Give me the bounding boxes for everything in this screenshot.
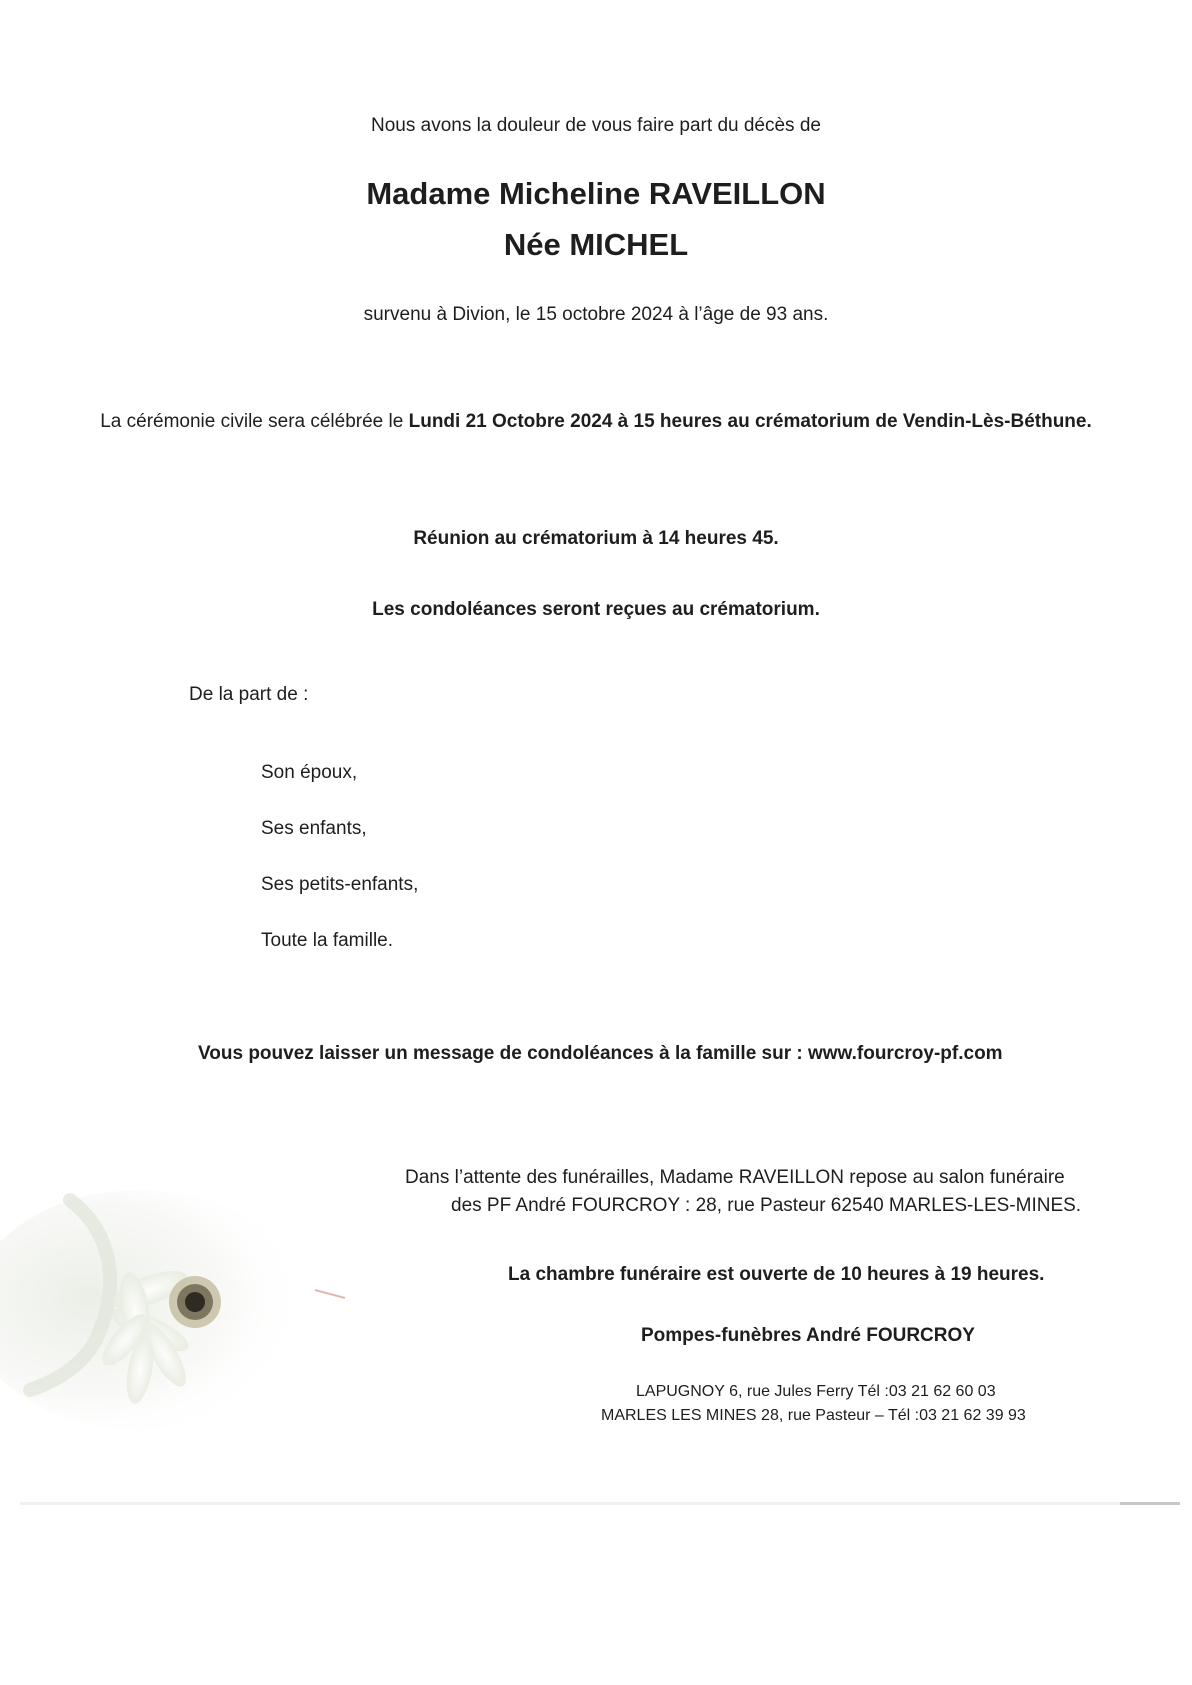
address-marles: MARLES LES MINES 28, rue Pasteur – Tél :03 21 62 39 93 (601, 1407, 1026, 1424)
flower-decoration (0, 1190, 430, 1440)
funeral-room-hours: La chambre funéraire est ouverte de 10 heures à 19 heures. (508, 1264, 1045, 1285)
family-item: Ses petits-enfants, (261, 874, 419, 895)
deceased-birth-name: Née MICHEL (503, 227, 689, 262)
online-condolences-message: Vous pouvez laisser un message de condoléances à la famille sur : www.fourcroy-pf.com (198, 1043, 1003, 1064)
family-item: Toute la famille. (261, 930, 394, 951)
rest-info-line2: des PF André FOURCROY : 28, rue Pasteur 62540 MARLES-LES-MINES. (451, 1195, 1082, 1216)
page-edge-shadow (20, 1502, 1180, 1505)
death-info: survenu à Divion, le 15 octobre 2024 à l’âge de 93 ans. (363, 304, 829, 325)
from-label: De la part de : (189, 684, 309, 705)
address-lapugnoy: LAPUGNOY 6, rue Jules Ferry Tél :03 21 62 60 03 (636, 1383, 996, 1400)
ceremony-details: Lundi 21 Octobre 2024 à 15 heures au crématorium de Vendin-Lès-Béthune. (408, 411, 1092, 432)
ceremony-line (0, 410, 1192, 434)
family-item: Son époux, (261, 762, 358, 783)
ceremony-prefix: La cérémonie civile sera célébrée le (100, 411, 409, 432)
funeral-company-name: Pompes-funèbres André FOURCROY (641, 1325, 975, 1346)
family-item: Ses enfants, (261, 818, 367, 839)
condolences-note: Les condoléances seront reçues au crématorium. (372, 599, 820, 620)
meeting-info: Réunion au crématorium à 14 heures 45. (413, 528, 779, 549)
intro-text: Nous avons la douleur de vous faire part du décès de (371, 115, 821, 136)
deceased-name: Madame Micheline RAVEILLON (366, 176, 826, 211)
rest-info-line1: Dans l’attente des funérailles, Madame RAVEILLON repose au salon funéraire (405, 1167, 1065, 1188)
